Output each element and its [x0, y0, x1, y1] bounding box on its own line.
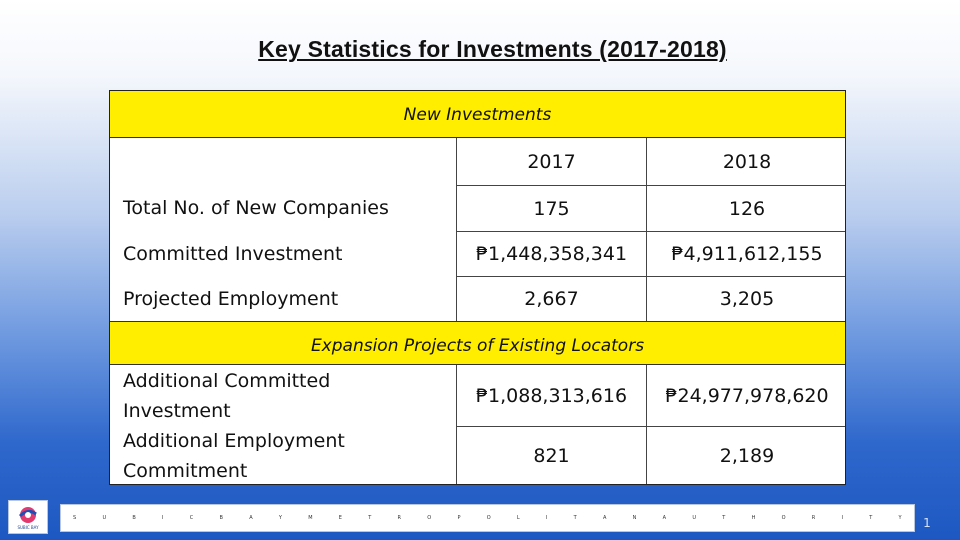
value-new-companies-2017: 175 [456, 185, 646, 231]
footer-letter: O [781, 515, 786, 521]
logo-text: SUBIC BAY [17, 524, 39, 530]
organization-logo [8, 500, 48, 534]
footer-letter: R [397, 515, 401, 521]
page-number: 1 [923, 516, 931, 530]
footer-letter: T [368, 515, 372, 521]
row-label-additional-employment: Additional Employment Commitment [110, 426, 456, 485]
footer-letter: B [219, 515, 223, 521]
footer-letter: R [811, 515, 816, 521]
footer-letter: M [308, 515, 313, 521]
value-additional-investment-2017: ₱1,088,313,616 [456, 365, 646, 426]
value-additional-employment-2018: 2,189 [646, 426, 846, 485]
section-header-expansion-projects: Expansion Projects of Existing Locators [110, 321, 845, 365]
row-label-projected-employment: Projected Employment [110, 276, 456, 321]
footer-letter: A [249, 515, 253, 521]
footer-letter: I [545, 515, 548, 521]
logo-emblem-icon [15, 505, 41, 525]
page-title: Key Statistics for Investments (2017-2018) [258, 36, 727, 62]
footer-letter: B [132, 515, 136, 521]
footer-letter: A [662, 515, 667, 521]
statistics-table [109, 90, 846, 485]
value-committed-investment-2018: ₱4,911,612,155 [646, 231, 846, 276]
column-header-2018: 2018 [646, 138, 846, 185]
value-additional-employment-2017: 821 [456, 426, 646, 485]
footer-letter: A [602, 515, 607, 521]
footer-letter: Y [898, 515, 902, 521]
footer-letter: U [692, 515, 696, 521]
footer-letter: T [573, 515, 577, 521]
footer-letter: I [162, 515, 164, 521]
value-projected-employment-2017: 2,667 [456, 276, 646, 321]
footer-letter: T [869, 515, 873, 521]
footer-banner [60, 504, 915, 532]
footer-letter: Y [278, 515, 282, 521]
value-committed-investment-2017: ₱1,448,358,341 [456, 231, 646, 276]
row-label-new-companies: Total No. of New Companies [110, 185, 456, 231]
footer-letter: C [189, 515, 194, 521]
footer-letter: L [516, 515, 520, 521]
footer-letter: N [632, 515, 637, 521]
footer-letter: U [102, 515, 107, 521]
column-header-2017: 2017 [456, 138, 646, 185]
footer-letter: I [841, 515, 843, 521]
footer-letter: E [338, 515, 342, 521]
footer-letter: H [751, 515, 756, 521]
footer-letter: S [73, 515, 77, 521]
value-new-companies-2018: 126 [646, 185, 846, 231]
value-additional-investment-2018: ₱24,977,978,620 [646, 365, 846, 426]
row-label-additional-committed-investment: Additional Committed Investment [110, 365, 456, 426]
footer-letter: O [427, 515, 432, 521]
value-projected-employment-2018: 3,205 [646, 276, 846, 321]
row-label-committed-investment: Committed Investment [110, 231, 456, 276]
footer-letter: P [457, 515, 461, 521]
header-blank-cell [110, 138, 456, 185]
section-header-new-investments: New Investments [110, 91, 845, 138]
footer-letter: T [722, 515, 726, 521]
footer-letter: O [486, 515, 491, 521]
